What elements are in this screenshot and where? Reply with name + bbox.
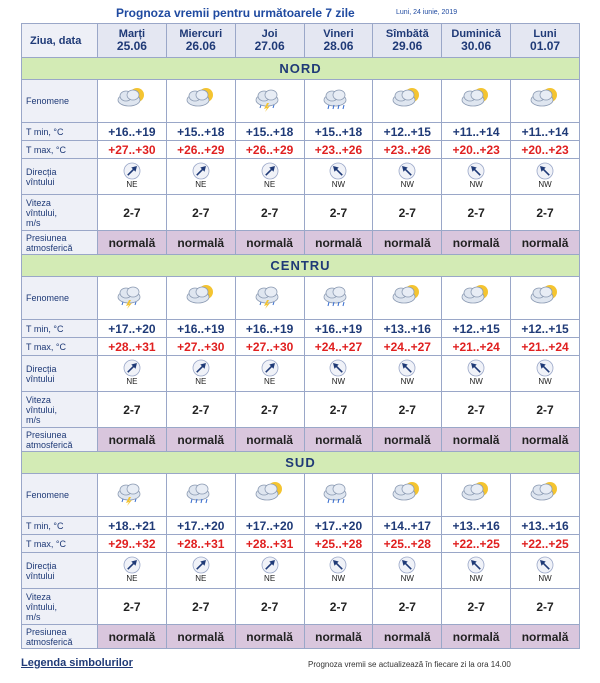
wind-speed-label-text: m/s: [26, 414, 41, 425]
tmax-value: +23..+26: [373, 141, 442, 159]
pressure-label-text: atmosferică: [26, 439, 73, 450]
tmin-value: +18..+21: [98, 517, 167, 535]
wind-speed-value: 2-7: [442, 589, 511, 625]
wind-arrow-icon: [398, 359, 416, 386]
tmax-value: +22..+25: [511, 535, 580, 553]
region-name: NORD: [22, 58, 580, 80]
tmax-value: +21..+24: [442, 338, 511, 356]
forecast-date: Luni, 24 iunie, 2019: [396, 9, 458, 16]
wind-arrow-icon: [536, 359, 554, 386]
pressure-value: normală: [304, 231, 373, 255]
tmin-value: +15..+18: [166, 123, 235, 141]
partly-cloudy-icon: [115, 86, 149, 117]
tmax-value: +28..+31: [235, 535, 304, 553]
tmin-row: [22, 320, 580, 338]
partly-cloudy-icon: [390, 480, 424, 511]
phenomena-row: [22, 277, 580, 320]
page-title: Prognoza vremii pentru următoarele 7 zile: [116, 6, 355, 20]
tmin-value: +12..+15: [511, 320, 580, 338]
wind-direction-text: NW: [400, 179, 414, 189]
phenomena-label-text: Fenomene: [26, 490, 70, 500]
weather-cell: [235, 277, 304, 320]
tmax-row: [22, 535, 580, 553]
wind-speed-value: 2-7: [235, 392, 304, 428]
pressure-label: [22, 625, 98, 649]
wind-direction-cell: [442, 159, 511, 195]
phenomena-label-text: Fenomene: [26, 293, 70, 303]
partly-cloudy-icon: [459, 86, 493, 117]
pressure-label: [22, 231, 98, 255]
weather-cell: [373, 474, 442, 517]
tmin-value: +13..+16: [442, 517, 511, 535]
wind-direction-cell: [98, 159, 167, 195]
wind-speed-value: 2-7: [373, 392, 442, 428]
tmax-value: +20..+23: [511, 141, 580, 159]
weather-cell: [235, 474, 304, 517]
weather-cell: [235, 80, 304, 123]
pressure-value: normală: [442, 625, 511, 649]
wind-speed-label: [22, 589, 98, 625]
wind-direction-text: NW: [331, 376, 346, 386]
wind-arrow-icon: [123, 556, 141, 583]
tmin-value: +17..+20: [166, 517, 235, 535]
wind-arrow-icon: [536, 556, 554, 583]
tmin-value: +16..+19: [304, 320, 373, 338]
tmin-value: +16..+19: [235, 320, 304, 338]
wind-speed-label-text: Viteza: [26, 197, 51, 208]
tmax-label-text: T max, °C: [26, 144, 66, 155]
wind-speed-value: 2-7: [166, 589, 235, 625]
phenomena-row: [22, 80, 580, 123]
tmin-label-text: T min, °C: [26, 520, 64, 531]
wind-arrow-icon: [261, 359, 279, 386]
header-row: [22, 24, 580, 58]
day-date: 30.06: [461, 39, 492, 53]
weather-cell: [511, 277, 580, 320]
tmin-value: +16..+19: [166, 320, 235, 338]
wind-arrow-icon: [261, 556, 279, 583]
tmax-row: [22, 338, 580, 356]
wind-speed-value: 2-7: [98, 195, 167, 231]
day-name: Luni: [533, 28, 557, 40]
wind-direction-label-text: vîntului: [26, 176, 55, 187]
tmin-value: +15..+18: [304, 123, 373, 141]
cloud-rain-icon: [184, 480, 218, 511]
wind-arrow-icon: [398, 556, 416, 583]
tmin-value: +16..+19: [98, 123, 167, 141]
wind-speed-value: 2-7: [304, 195, 373, 231]
weather-cell: [511, 474, 580, 517]
weather-cell: [304, 474, 373, 517]
pressure-label-text: atmosferică: [26, 242, 73, 253]
weather-cell: [166, 80, 235, 123]
day-header: [304, 24, 373, 58]
day-name: Vineri: [323, 28, 354, 40]
day-name: Joi: [261, 28, 278, 40]
header-label: Ziua, data: [22, 24, 98, 58]
legend-link[interactable]: Legenda simbolurilor: [21, 657, 133, 669]
tmax-label: [22, 141, 98, 159]
tmax-value: +26..+29: [166, 141, 235, 159]
wind-arrow-icon: [329, 359, 347, 386]
wind-direction-text: NE: [195, 179, 207, 189]
tmin-label: [22, 123, 98, 141]
pressure-label-text: Presiunea: [26, 232, 67, 243]
wind-direction-text: NE: [264, 179, 276, 189]
wind-direction-label-text: Direcția: [26, 363, 57, 374]
day-date: 26.06: [185, 39, 216, 53]
weather-cell: [373, 80, 442, 123]
wind-direction-text: NW: [331, 179, 346, 189]
tmin-value: +11..+14: [442, 123, 511, 141]
wind-speed-label: [22, 195, 98, 231]
wind-direction-cell: [166, 356, 235, 392]
tmin-value: +12..+15: [373, 123, 442, 141]
tmin-value: +12..+15: [442, 320, 511, 338]
wind-direction-text: NW: [469, 573, 483, 583]
pressure-value: normală: [373, 625, 442, 649]
weather-cell: [98, 80, 167, 123]
tmin-label-text: T min, °C: [26, 323, 64, 334]
pressure-value: normală: [98, 625, 167, 649]
wind-arrow-icon: [123, 162, 141, 189]
weather-cell: [442, 80, 511, 123]
partly-cloudy-icon: [528, 283, 562, 314]
wind-direction-row: [22, 356, 580, 392]
update-note: Prognoza vremii se actualizează în fiecare zi la ora 14.00: [308, 660, 511, 669]
cloud-rain-icon: [321, 86, 355, 117]
wind-speed-label-text: vîntului,: [26, 601, 58, 612]
thunderstorm-rain-icon: [253, 86, 287, 117]
pressure-value: normală: [304, 625, 373, 649]
tmax-value: +24..+27: [373, 338, 442, 356]
tmax-label-text: T max, °C: [26, 538, 66, 549]
partly-cloudy-icon: [528, 86, 562, 117]
wind-direction-text: NW: [538, 573, 552, 583]
weather-cell: [98, 277, 167, 320]
wind-speed-row: [22, 195, 580, 231]
wind-direction-label: [22, 553, 98, 589]
wind-arrow-icon: [467, 556, 485, 583]
wind-direction-cell: [304, 356, 373, 392]
wind-speed-label-text: m/s: [26, 217, 41, 228]
wind-direction-text: NW: [400, 376, 414, 386]
tmin-label: [22, 517, 98, 535]
wind-direction-cell: [373, 356, 442, 392]
day-name: Sîmbătă: [385, 28, 429, 40]
tmax-value: +29..+32: [98, 535, 167, 553]
wind-direction-label-text: Direcția: [26, 166, 57, 177]
wind-direction-label: [22, 356, 98, 392]
day-header: [235, 24, 304, 58]
wind-speed-value: 2-7: [166, 392, 235, 428]
wind-direction-cell: [166, 553, 235, 589]
wind-speed-value: 2-7: [235, 195, 304, 231]
day-name: Miercuri: [179, 28, 223, 40]
wind-direction-cell: [235, 159, 304, 195]
wind-speed-value: 2-7: [98, 392, 167, 428]
wind-direction-text: NW: [469, 376, 483, 386]
pressure-value: normală: [98, 428, 167, 452]
tmax-label: [22, 338, 98, 356]
wind-speed-value: 2-7: [442, 195, 511, 231]
tmax-value: +22..+25: [442, 535, 511, 553]
wind-direction-row: [22, 553, 580, 589]
weather-cell: [442, 277, 511, 320]
region-row: [22, 255, 580, 277]
wind-direction-text: NE: [126, 573, 138, 583]
wind-speed-value: 2-7: [304, 392, 373, 428]
wind-speed-value: 2-7: [373, 589, 442, 625]
phenomena-label: [22, 80, 98, 123]
wind-speed-value: 2-7: [166, 195, 235, 231]
weather-cell: [98, 474, 167, 517]
wind-arrow-icon: [398, 162, 416, 189]
pressure-row: [22, 231, 580, 255]
day-date: 28.06: [323, 39, 354, 53]
weather-cell: [166, 277, 235, 320]
tmin-value: +17..+20: [98, 320, 167, 338]
pressure-row: [22, 625, 580, 649]
wind-direction-cell: [98, 553, 167, 589]
weather-cell: [304, 80, 373, 123]
day-header: [373, 24, 442, 58]
wind-direction-cell: [511, 356, 580, 392]
weather-cell: [166, 474, 235, 517]
pressure-label-text: Presiunea: [26, 626, 67, 637]
tmax-value: +28..+31: [166, 535, 235, 553]
day-date: 25.06: [116, 39, 147, 53]
tmax-value: +25..+28: [304, 535, 373, 553]
wind-direction-cell: [235, 553, 304, 589]
wind-direction-cell: [235, 356, 304, 392]
phenomena-label: [22, 277, 98, 320]
wind-direction-cell: [304, 553, 373, 589]
tmin-value: +14..+17: [373, 517, 442, 535]
wind-direction-text: NE: [195, 573, 207, 583]
wind-arrow-icon: [467, 359, 485, 386]
wind-speed-value: 2-7: [511, 392, 580, 428]
tmin-value: +15..+18: [235, 123, 304, 141]
pressure-value: normală: [511, 428, 580, 452]
wind-direction-cell: [166, 159, 235, 195]
wind-speed-row: [22, 392, 580, 428]
wind-direction-text: NE: [195, 376, 207, 386]
wind-speed-label-text: Viteza: [26, 394, 51, 405]
wind-arrow-icon: [536, 162, 554, 189]
day-date: 29.06: [392, 39, 423, 53]
wind-direction-text: NE: [126, 179, 138, 189]
partly-cloudy-icon: [528, 480, 562, 511]
weather-cell: [373, 277, 442, 320]
day-name: Duminică: [451, 28, 501, 40]
region-row: [22, 58, 580, 80]
wind-direction-text: NW: [538, 179, 552, 189]
partly-cloudy-icon: [390, 283, 424, 314]
wind-speed-value: 2-7: [442, 392, 511, 428]
day-header: [166, 24, 235, 58]
title-bar: [0, 0, 600, 22]
wind-direction-cell: [511, 159, 580, 195]
tmax-label: [22, 535, 98, 553]
tmax-value: +25..+28: [373, 535, 442, 553]
thunderstorm-rain-icon: [115, 283, 149, 314]
tmax-label-text: T max, °C: [26, 341, 66, 352]
partly-cloudy-icon: [184, 86, 218, 117]
forecast-table: [21, 23, 580, 649]
wind-direction-label-text: vîntului: [26, 373, 55, 384]
day-date: 01.07: [530, 39, 561, 53]
tmin-label-text: T min, °C: [26, 126, 64, 137]
day-date: 27.06: [254, 39, 285, 53]
thunderstorm-rain-icon: [253, 283, 287, 314]
pressure-value: normală: [442, 428, 511, 452]
partly-cloudy-icon: [253, 480, 287, 511]
wind-arrow-icon: [467, 162, 485, 189]
pressure-value: normală: [511, 625, 580, 649]
day-header: [442, 24, 511, 58]
tmax-value: +27..+30: [235, 338, 304, 356]
tmax-value: +27..+30: [98, 141, 167, 159]
wind-direction-cell: [442, 356, 511, 392]
tmin-value: +13..+16: [511, 517, 580, 535]
tmin-label: [22, 320, 98, 338]
pressure-row: [22, 428, 580, 452]
tmax-row: [22, 141, 580, 159]
tmax-value: +20..+23: [442, 141, 511, 159]
pressure-value: normală: [442, 231, 511, 255]
tmax-value: +26..+29: [235, 141, 304, 159]
tmin-row: [22, 123, 580, 141]
pressure-value: normală: [511, 231, 580, 255]
wind-speed-value: 2-7: [235, 589, 304, 625]
wind-direction-label: [22, 159, 98, 195]
wind-arrow-icon: [261, 162, 279, 189]
wind-direction-text: NE: [264, 573, 276, 583]
wind-arrow-icon: [329, 556, 347, 583]
wind-direction-text: NW: [538, 376, 552, 386]
wind-direction-cell: [304, 159, 373, 195]
tmin-value: +17..+20: [235, 517, 304, 535]
wind-arrow-icon: [192, 162, 210, 189]
tmax-value: +27..+30: [166, 338, 235, 356]
wind-direction-cell: [98, 356, 167, 392]
wind-direction-text: NE: [264, 376, 276, 386]
wind-arrow-icon: [329, 162, 347, 189]
region-row: [22, 452, 580, 474]
wind-direction-cell: [373, 553, 442, 589]
tmin-row: [22, 517, 580, 535]
pressure-label-text: atmosferică: [26, 636, 73, 647]
pressure-label: [22, 428, 98, 452]
partly-cloudy-icon: [459, 480, 493, 511]
pressure-value: normală: [235, 625, 304, 649]
wind-direction-text: NW: [400, 573, 414, 583]
partly-cloudy-icon: [390, 86, 424, 117]
wind-direction-label-text: vîntului: [26, 570, 55, 581]
wind-speed-label-text: m/s: [26, 611, 41, 622]
wind-direction-row: [22, 159, 580, 195]
pressure-value: normală: [373, 231, 442, 255]
pressure-value: normală: [166, 231, 235, 255]
day-header: [511, 24, 580, 58]
wind-direction-text: NW: [331, 573, 346, 583]
wind-speed-label-text: vîntului,: [26, 404, 58, 415]
phenomena-label: [22, 474, 98, 517]
wind-direction-cell: [442, 553, 511, 589]
cloud-rain-icon: [321, 480, 355, 511]
phenomena-row: [22, 474, 580, 517]
wind-speed-value: 2-7: [304, 589, 373, 625]
thunderstorm-rain-icon: [115, 480, 149, 511]
wind-speed-label: [22, 392, 98, 428]
day-header: [98, 24, 167, 58]
tmin-value: +17..+20: [304, 517, 373, 535]
tmax-value: +28..+31: [98, 338, 167, 356]
wind-arrow-icon: [192, 359, 210, 386]
pressure-value: normală: [304, 428, 373, 452]
pressure-value: normală: [235, 428, 304, 452]
cloud-rain-icon: [321, 283, 355, 314]
wind-direction-cell: [373, 159, 442, 195]
tmin-value: +13..+16: [373, 320, 442, 338]
weather-cell: [511, 80, 580, 123]
pressure-value: normală: [98, 231, 167, 255]
wind-speed-value: 2-7: [511, 195, 580, 231]
region-name: CENTRU: [22, 255, 580, 277]
wind-direction-text: NE: [126, 376, 138, 386]
weather-cell: [304, 277, 373, 320]
wind-speed-row: [22, 589, 580, 625]
wind-speed-label-text: Viteza: [26, 591, 51, 602]
pressure-label-text: Presiunea: [26, 429, 67, 440]
tmax-value: +24..+27: [304, 338, 373, 356]
wind-arrow-icon: [123, 359, 141, 386]
wind-arrow-icon: [192, 556, 210, 583]
tmax-value: +23..+26: [304, 141, 373, 159]
weather-cell: [442, 474, 511, 517]
tmin-value: +11..+14: [511, 123, 580, 141]
wind-direction-label-text: Direcția: [26, 560, 57, 571]
wind-direction-cell: [511, 553, 580, 589]
pressure-value: normală: [166, 428, 235, 452]
wind-speed-value: 2-7: [511, 589, 580, 625]
partly-cloudy-icon: [184, 283, 218, 314]
pressure-value: normală: [373, 428, 442, 452]
wind-speed-value: 2-7: [98, 589, 167, 625]
phenomena-label-text: Fenomene: [26, 96, 70, 106]
pressure-value: normală: [166, 625, 235, 649]
wind-speed-label-text: vîntului,: [26, 207, 58, 218]
day-name: Marți: [118, 28, 146, 40]
region-name: SUD: [22, 452, 580, 474]
pressure-value: normală: [235, 231, 304, 255]
wind-direction-text: NW: [469, 179, 483, 189]
wind-speed-value: 2-7: [373, 195, 442, 231]
tmax-value: +21..+24: [511, 338, 580, 356]
partly-cloudy-icon: [459, 283, 493, 314]
